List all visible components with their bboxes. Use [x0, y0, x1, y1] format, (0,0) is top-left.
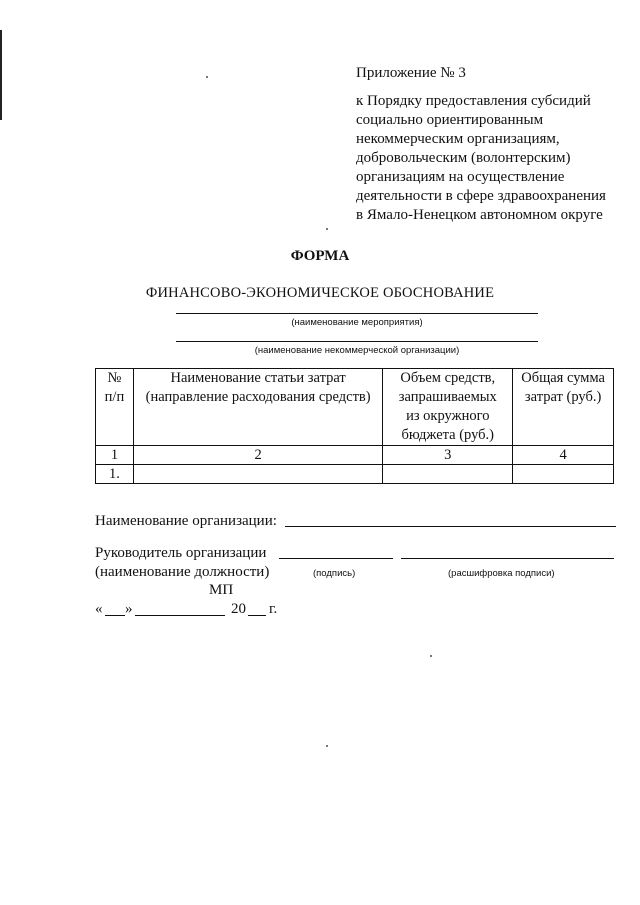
- table-row: [96, 465, 614, 484]
- header-cell-item: Наименование статьи затрат (направление расходования средств): [133, 369, 382, 446]
- signature-decode-line[interactable]: [401, 558, 614, 559]
- appendix-line: некоммерческим организациям,: [356, 131, 560, 147]
- appendix-line: к Порядку предоставления субсидий: [356, 93, 591, 109]
- header-cell-number: № п/п: [96, 369, 134, 446]
- appendix-line: добровольческим (волонтерским): [356, 150, 571, 166]
- signature-caption: (подпись): [313, 568, 356, 579]
- date-close-quote: »: [125, 601, 133, 617]
- table-cell-budget[interactable]: [383, 465, 513, 484]
- form-subtitle: ФИНАНСОВО-ЭКОНОМИЧЕСКОЕ ОБОСНОВАНИЕ: [145, 285, 495, 301]
- stamp-label: МП: [209, 582, 234, 598]
- table-cell-item[interactable]: [133, 465, 382, 484]
- position-label: (наименование должности): [95, 564, 270, 580]
- column-number: 1: [96, 446, 134, 465]
- expense-table: [95, 368, 614, 484]
- signature-decode-caption: (расшифровка подписи): [448, 568, 555, 579]
- header-cell-budget: Объем средств, запрашиваемых из окружного бюджета (руб.): [383, 369, 513, 446]
- form-title: ФОРМА: [290, 248, 350, 264]
- org-name-line[interactable]: [176, 341, 538, 342]
- scan-speck: [326, 228, 328, 230]
- date-year-line[interactable]: [248, 615, 266, 616]
- org-name-caption: (наименование некоммерческой организации): [254, 345, 460, 356]
- column-number: 4: [513, 446, 614, 465]
- appendix-number: Приложение № 3: [356, 65, 466, 81]
- table-cell-number: 1.: [96, 465, 134, 484]
- page-edge-mark: [0, 30, 2, 120]
- column-number: 2: [133, 446, 382, 465]
- org-name-label: Наименование организации:: [95, 513, 277, 529]
- signature-line[interactable]: [279, 558, 393, 559]
- year-prefix: 20: [231, 601, 246, 617]
- column-numbers-row: [96, 446, 614, 465]
- appendix-block: [356, 64, 626, 225]
- scan-speck: [326, 745, 328, 747]
- appendix-line: в Ямало-Ненецком автономном округе: [356, 207, 603, 223]
- appendix-line: деятельности в сфере здравоохранения: [356, 188, 606, 204]
- org-name-fill-line[interactable]: [285, 526, 616, 527]
- scan-speck: [430, 655, 432, 657]
- date-open-quote: «: [95, 601, 103, 617]
- head-label: Руководитель организации: [95, 545, 267, 561]
- column-number: 3: [383, 446, 513, 465]
- table-cell-total[interactable]: [513, 465, 614, 484]
- table-header-row: [96, 369, 614, 446]
- year-suffix: г.: [269, 601, 278, 617]
- date-day-line[interactable]: [105, 615, 125, 616]
- date-month-line[interactable]: [135, 615, 225, 616]
- scan-speck: [206, 76, 208, 78]
- header-cell-total: Общая сумма затрат (руб.): [513, 369, 614, 446]
- event-name-caption: (наименование мероприятия): [291, 317, 423, 328]
- appendix-line: социально ориентированным: [356, 112, 544, 128]
- event-name-line[interactable]: [176, 313, 538, 314]
- appendix-line: организациям на осуществление: [356, 169, 565, 185]
